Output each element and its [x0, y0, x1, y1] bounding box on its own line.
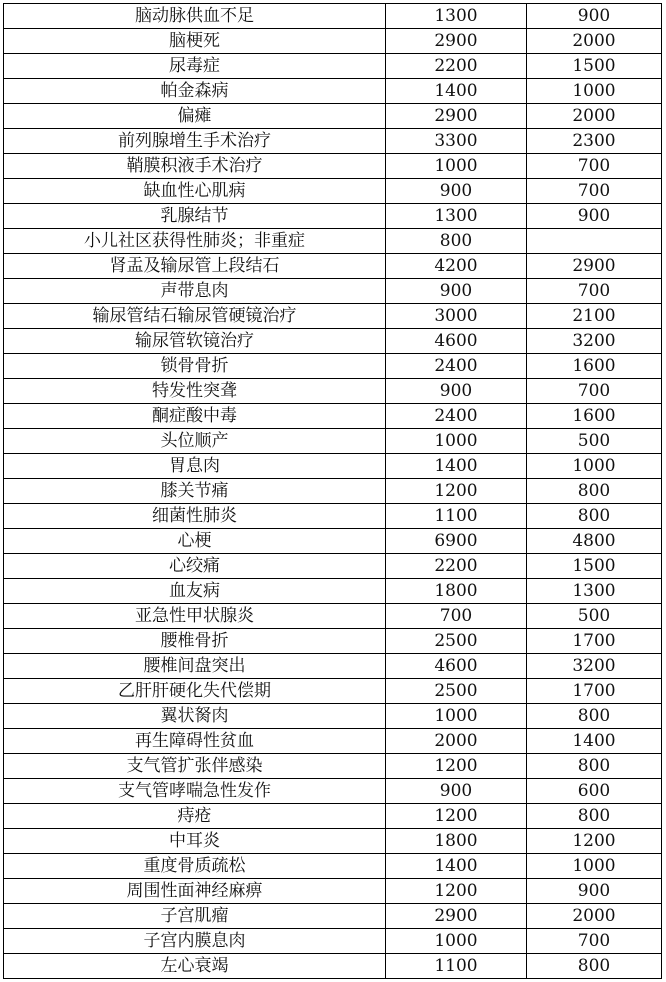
table-row [4, 604, 662, 629]
value-a-cell: 2900 [386, 904, 527, 929]
table-row [4, 929, 662, 954]
value-a-cell: 900 [386, 779, 527, 804]
table-row [4, 529, 662, 554]
table-row [4, 279, 662, 304]
value-b-cell: 800 [527, 754, 662, 779]
value-b-cell: 1000 [527, 79, 662, 104]
value-b-cell: 700 [527, 379, 662, 404]
table-row [4, 379, 662, 404]
value-a-cell: 700 [386, 604, 527, 629]
value-a-cell: 2400 [386, 404, 527, 429]
disease-name-cell: 脑动脉供血不足 [4, 4, 386, 29]
value-b-cell: 1700 [527, 679, 662, 704]
value-b-cell: 900 [527, 4, 662, 29]
value-a-cell: 1400 [386, 454, 527, 479]
value-a-cell: 2200 [386, 554, 527, 579]
value-a-cell: 900 [386, 379, 527, 404]
disease-name-cell: 膝关节痛 [4, 479, 386, 504]
value-b-cell: 700 [527, 929, 662, 954]
table-row [4, 504, 662, 529]
disease-name-cell: 再生障碍性贫血 [4, 729, 386, 754]
disease-name-cell: 子宫肌瘤 [4, 904, 386, 929]
table-row [4, 879, 662, 904]
table-row [4, 679, 662, 704]
disease-name-cell: 支气管哮喘急性发作 [4, 779, 386, 804]
table-row [4, 704, 662, 729]
disease-name-cell: 痔疮 [4, 804, 386, 829]
value-b-cell: 1400 [527, 729, 662, 754]
value-b-cell: 900 [527, 879, 662, 904]
table-row [4, 829, 662, 854]
value-a-cell: 2500 [386, 679, 527, 704]
value-b-cell: 3200 [527, 654, 662, 679]
disease-name-cell: 胃息肉 [4, 454, 386, 479]
table-row [4, 404, 662, 429]
table-row [4, 754, 662, 779]
table-row [4, 304, 662, 329]
disease-name-cell: 左心衰竭 [4, 954, 386, 979]
value-b-cell: 3200 [527, 329, 662, 354]
disease-name-cell: 声带息肉 [4, 279, 386, 304]
value-a-cell: 1200 [386, 479, 527, 504]
value-a-cell: 1200 [386, 804, 527, 829]
disease-name-cell: 帕金森病 [4, 79, 386, 104]
disease-name-cell: 周围性面神经麻痹 [4, 879, 386, 904]
table-row [4, 729, 662, 754]
value-b-cell: 800 [527, 504, 662, 529]
value-a-cell: 1200 [386, 754, 527, 779]
disease-name-cell: 亚急性甲状腺炎 [4, 604, 386, 629]
disease-name-cell: 腰椎骨折 [4, 629, 386, 654]
value-a-cell: 2500 [386, 629, 527, 654]
value-b-cell: 800 [527, 954, 662, 979]
value-b-cell: 700 [527, 154, 662, 179]
table-row [4, 254, 662, 279]
value-a-cell: 1100 [386, 954, 527, 979]
value-b-cell: 1200 [527, 829, 662, 854]
value-b-cell: 1600 [527, 354, 662, 379]
value-b-cell: 800 [527, 704, 662, 729]
table-row [4, 904, 662, 929]
value-b-cell: 4800 [527, 529, 662, 554]
disease-name-cell: 乙肝肝硬化失代偿期 [4, 679, 386, 704]
table-row [4, 54, 662, 79]
value-b-cell: 800 [527, 479, 662, 504]
value-a-cell: 1400 [386, 854, 527, 879]
table-row [4, 154, 662, 179]
disease-name-cell: 脑梗死 [4, 29, 386, 54]
value-a-cell: 6900 [386, 529, 527, 554]
disease-name-cell: 肾盂及输尿管上段结石 [4, 254, 386, 279]
table-row [4, 554, 662, 579]
disease-name-cell: 支气管扩张伴感染 [4, 754, 386, 779]
value-b-cell: 1500 [527, 54, 662, 79]
table-row [4, 854, 662, 879]
value-a-cell: 2900 [386, 104, 527, 129]
table-row [4, 79, 662, 104]
value-a-cell: 2200 [386, 54, 527, 79]
disease-name-cell: 乳腺结节 [4, 204, 386, 229]
value-a-cell: 1400 [386, 79, 527, 104]
value-b-cell: 900 [527, 204, 662, 229]
value-a-cell: 1000 [386, 704, 527, 729]
disease-name-cell: 心绞痛 [4, 554, 386, 579]
value-b-cell: 1300 [527, 579, 662, 604]
value-b-cell: 1600 [527, 404, 662, 429]
disease-name-cell: 头位顺产 [4, 429, 386, 454]
disease-name-cell: 锁骨骨折 [4, 354, 386, 379]
value-b-cell: 600 [527, 779, 662, 804]
disease-name-cell: 细菌性肺炎 [4, 504, 386, 529]
value-b-cell: 500 [527, 604, 662, 629]
value-a-cell: 2000 [386, 729, 527, 754]
value-a-cell: 1200 [386, 879, 527, 904]
value-a-cell: 4600 [386, 329, 527, 354]
value-a-cell: 2900 [386, 29, 527, 54]
table-row [4, 229, 662, 254]
value-b-cell: 800 [527, 804, 662, 829]
value-a-cell: 4600 [386, 654, 527, 679]
value-a-cell: 900 [386, 179, 527, 204]
value-a-cell: 3000 [386, 304, 527, 329]
disease-name-cell: 鞘膜积液手术治疗 [4, 154, 386, 179]
table-row [4, 204, 662, 229]
value-b-cell: 1000 [527, 854, 662, 879]
disease-name-cell: 小儿社区获得性肺炎；非重症 [4, 229, 386, 254]
table-row [4, 804, 662, 829]
table-row [4, 654, 662, 679]
disease-cost-table [3, 3, 662, 979]
value-a-cell: 1800 [386, 829, 527, 854]
table-row [4, 4, 662, 29]
disease-name-cell: 中耳炎 [4, 829, 386, 854]
disease-name-cell: 输尿管软镜治疗 [4, 329, 386, 354]
disease-name-cell: 血友病 [4, 579, 386, 604]
table-row [4, 179, 662, 204]
disease-name-cell: 前列腺增生手术治疗 [4, 129, 386, 154]
table-row [4, 629, 662, 654]
value-b-cell: 700 [527, 179, 662, 204]
table-row [4, 429, 662, 454]
value-b-cell: 500 [527, 429, 662, 454]
table-row [4, 129, 662, 154]
disease-name-cell: 酮症酸中毒 [4, 404, 386, 429]
value-b-cell: 1000 [527, 454, 662, 479]
disease-name-cell: 翼状胬肉 [4, 704, 386, 729]
value-b-cell: 2300 [527, 129, 662, 154]
value-a-cell: 1300 [386, 204, 527, 229]
value-a-cell: 1100 [386, 504, 527, 529]
value-a-cell: 800 [386, 229, 527, 254]
disease-name-cell: 输尿管结石输尿管硬镜治疗 [4, 304, 386, 329]
table-row [4, 779, 662, 804]
table-row [4, 104, 662, 129]
disease-name-cell: 尿毒症 [4, 54, 386, 79]
value-a-cell: 900 [386, 279, 527, 304]
value-a-cell: 1000 [386, 154, 527, 179]
value-b-cell: 2900 [527, 254, 662, 279]
value-a-cell: 4200 [386, 254, 527, 279]
value-b-cell: 1700 [527, 629, 662, 654]
table-row [4, 454, 662, 479]
value-a-cell: 1800 [386, 579, 527, 604]
table-body [4, 4, 662, 979]
disease-name-cell: 缺血性心肌病 [4, 179, 386, 204]
value-b-cell: 2100 [527, 304, 662, 329]
value-b-cell: 700 [527, 279, 662, 304]
table-row [4, 954, 662, 979]
disease-name-cell: 偏瘫 [4, 104, 386, 129]
value-a-cell: 3300 [386, 129, 527, 154]
table-row [4, 579, 662, 604]
disease-name-cell: 重度骨质疏松 [4, 854, 386, 879]
value-a-cell: 1000 [386, 929, 527, 954]
table-row [4, 479, 662, 504]
disease-name-cell: 特发性突聋 [4, 379, 386, 404]
table-row [4, 29, 662, 54]
disease-name-cell: 心梗 [4, 529, 386, 554]
value-a-cell: 2400 [386, 354, 527, 379]
table-row [4, 354, 662, 379]
value-b-cell: 1500 [527, 554, 662, 579]
value-a-cell: 1000 [386, 429, 527, 454]
value-b-cell: 2000 [527, 29, 662, 54]
table-row [4, 329, 662, 354]
value-b-cell: 2000 [527, 104, 662, 129]
value-b-cell: 2000 [527, 904, 662, 929]
value-b-cell [527, 229, 662, 254]
value-a-cell: 1300 [386, 4, 527, 29]
disease-name-cell: 腰椎间盘突出 [4, 654, 386, 679]
disease-name-cell: 子宫内膜息肉 [4, 929, 386, 954]
